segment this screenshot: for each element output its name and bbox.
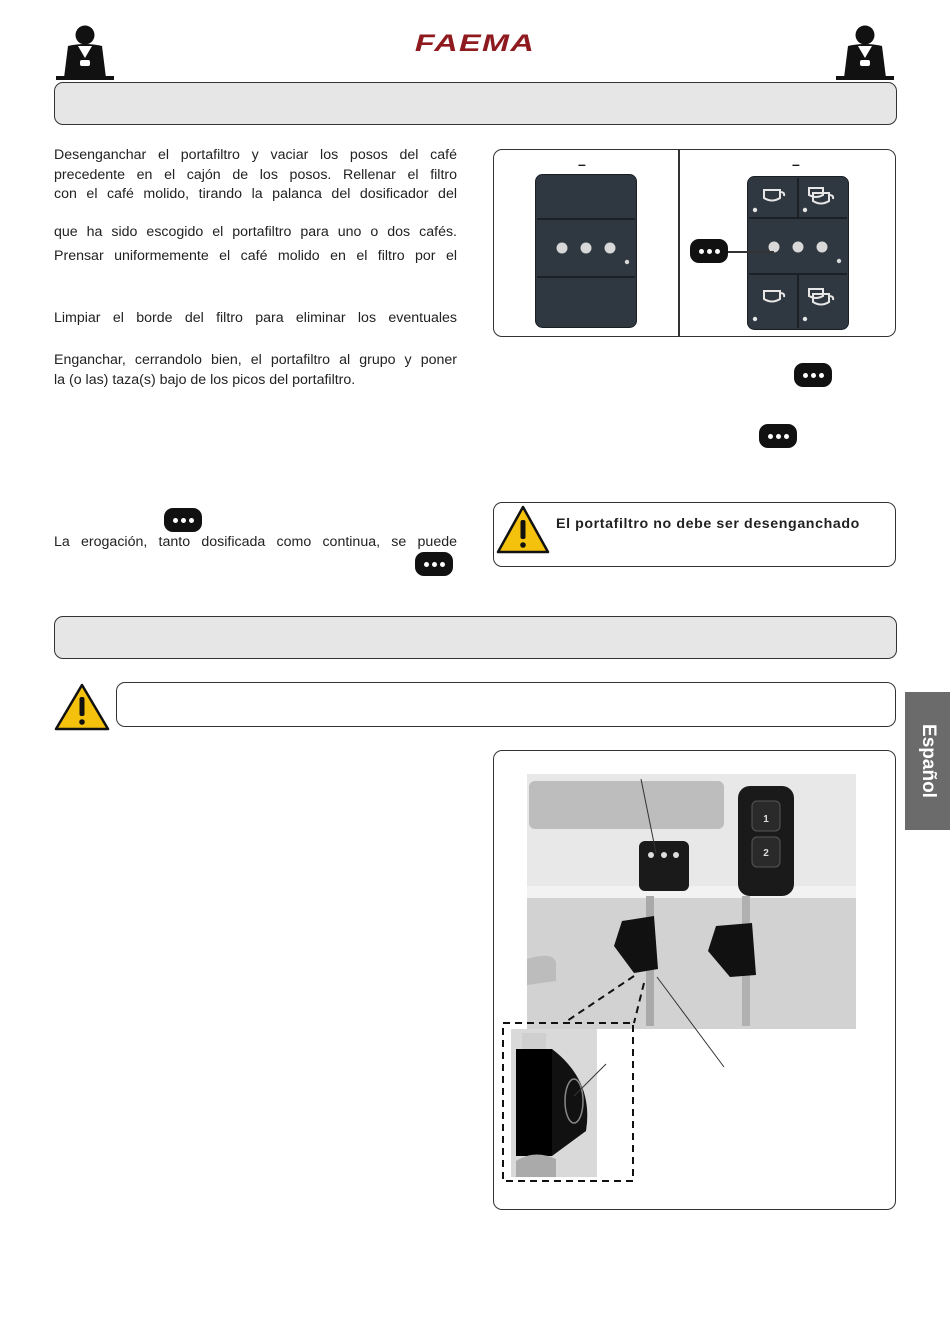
three-dot-button-icon — [690, 239, 728, 263]
machine-photo — [494, 751, 895, 1209]
paragraph-1 — [54, 146, 457, 205]
paragraph-5 — [54, 351, 457, 390]
section-title-band — [54, 616, 897, 659]
keypad-full — [747, 176, 849, 330]
warning-triangle-icon — [54, 683, 110, 731]
text-line: Enganchar, cerrandolo bien, el portafiltro al grupo y poner — [54, 352, 457, 368]
warning-box — [493, 502, 896, 567]
paragraph-6: La erogación, tanto dosificada como continua, se puede — [54, 534, 457, 550]
key-1-label: 1 — [763, 814, 769, 825]
keypad-simple — [535, 174, 637, 328]
warning-text: El portafiltro no debe ser desenganchado — [556, 516, 860, 532]
keypad-figure — [493, 149, 896, 337]
section-title-band — [54, 82, 897, 125]
warning-text-box — [116, 682, 896, 727]
paragraph-3: Prensar uniformemente el café molido en el filtro por el — [54, 248, 457, 264]
figure-divider — [678, 150, 680, 336]
three-dot-button-icon — [415, 552, 453, 576]
callout-line — [728, 251, 774, 253]
machine-figure — [493, 750, 896, 1210]
text-line: Desenganchar el portafiltro y vaciar los posos del café — [54, 147, 457, 163]
text-line: con el café molido, tirando la palanca del dosificador del — [54, 186, 457, 202]
brand-logo: FAEMA — [414, 30, 536, 57]
paragraph-4: Limpiar el borde del filtro para eliminar los eventuales — [54, 310, 457, 326]
language-tab-label: Español — [917, 724, 939, 798]
keypad-label-right: – — [792, 156, 800, 172]
language-tab[interactable] — [905, 692, 950, 830]
text-line: la (o las) taza(s) bajo de los picos del portafiltro. — [54, 371, 356, 388]
text-line: precedente en el cajón de los posos. Rellenar el filtro — [54, 166, 457, 183]
three-dot-button-icon — [164, 508, 202, 532]
waiter-icon — [834, 24, 896, 82]
waiter-icon — [54, 24, 116, 82]
paragraph-2: que ha sido escogido el portafiltro para uno o dos cafés. — [54, 224, 457, 240]
three-dot-button-icon — [759, 424, 797, 448]
three-dot-button-icon — [794, 363, 832, 387]
key-2-label: 2 — [763, 848, 769, 859]
warning-triangle-icon — [496, 505, 550, 555]
keypad-label-left: – — [578, 156, 586, 172]
